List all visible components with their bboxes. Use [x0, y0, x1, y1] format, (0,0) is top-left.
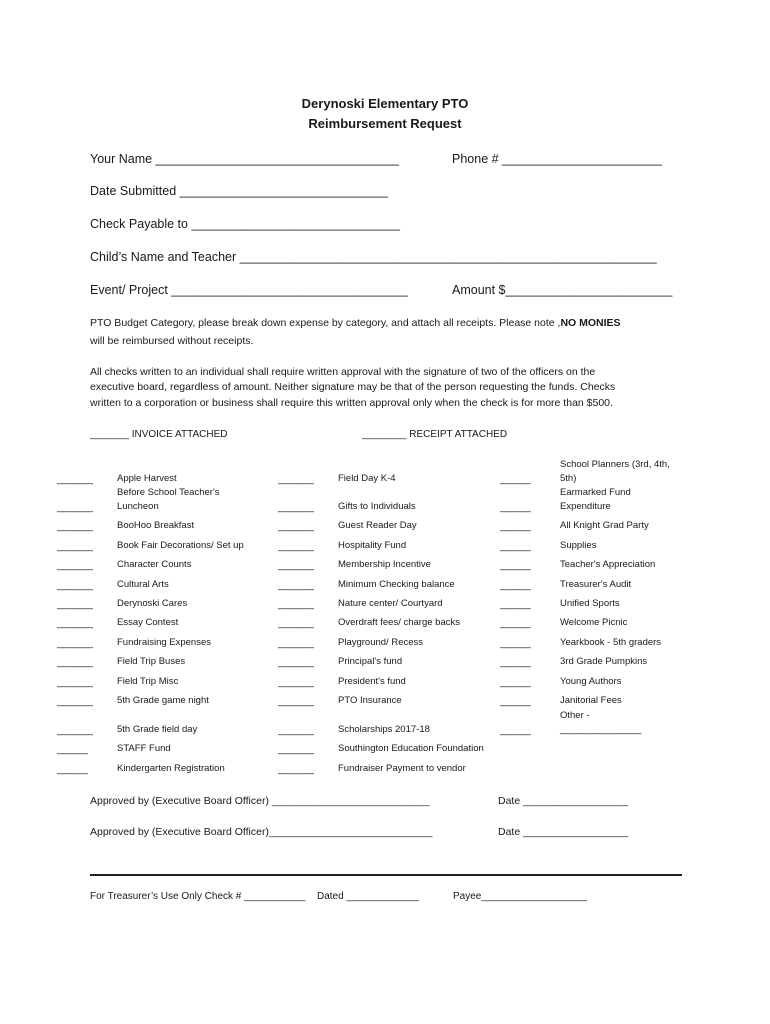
- category-label: Supplies: [560, 540, 597, 551]
- category-check-blank[interactable]: _______: [57, 502, 93, 513]
- category-check-blank[interactable]: ______: [500, 657, 531, 668]
- category-label: Luncheon: [117, 501, 159, 512]
- category-check-blank[interactable]: ______: [500, 638, 531, 649]
- category-label: All Knight Grad Party: [560, 520, 649, 531]
- category-label: Apple Harvest: [117, 473, 177, 484]
- category-check-blank[interactable]: _______: [57, 657, 93, 668]
- category-label: Before School Teacher's: [117, 487, 220, 498]
- category-label: Yearkbook - 5th graders: [560, 637, 662, 648]
- category-label: 3rd Grade Pumpkins: [560, 656, 648, 667]
- invoice-attached-field[interactable]: _______ INVOICE ATTACHED: [90, 429, 228, 440]
- category-check-blank[interactable]: _______: [278, 657, 314, 668]
- category-check-blank[interactable]: _______: [278, 725, 314, 736]
- category-label: Membership Incentive: [338, 559, 431, 570]
- category-label: STAFF Fund: [117, 743, 171, 754]
- category-label: Gifts to Individuals: [338, 501, 416, 512]
- budget-note-text: PTO Budget Category, please break down expense by category, and attach all receipts. Please note ,: [90, 317, 561, 329]
- category-label: Fundraising Expenses: [117, 637, 211, 648]
- category-check-blank[interactable]: ______: [500, 725, 531, 736]
- category-check-blank[interactable]: ______: [500, 696, 531, 707]
- category-label: Field Day K-4: [338, 473, 396, 484]
- category-label: Teacher's Appreciation: [560, 559, 656, 570]
- category-check-blank[interactable]: _______: [278, 502, 314, 513]
- category-check-blank[interactable]: _______: [278, 541, 314, 552]
- treasurer-divider: [90, 874, 682, 876]
- category-label: Book Fair Decorations/ Set up: [117, 540, 244, 551]
- category-label: Unified Sports: [560, 598, 620, 609]
- category-label: Minimum Checking balance: [338, 579, 455, 590]
- category-check-blank[interactable]: _______: [278, 764, 314, 775]
- event-project-field[interactable]: Event/ Project __________________________________: [90, 283, 408, 297]
- category-label: Cultural Arts: [117, 579, 169, 590]
- category-check-blank[interactable]: ______: [500, 618, 531, 629]
- category-label: Fundraiser Payment to vendor: [338, 763, 466, 774]
- category-label: School Planners (3rd, 4th,: [560, 459, 670, 470]
- category-check-blank[interactable]: _______: [278, 744, 314, 755]
- category-check-blank[interactable]: ______: [500, 521, 531, 532]
- category-check-blank[interactable]: _______: [57, 618, 93, 629]
- category-label: Kindergarten Registration: [117, 763, 225, 774]
- category-check-blank[interactable]: _______: [57, 560, 93, 571]
- category-check-blank[interactable]: _______: [57, 521, 93, 532]
- child-teacher-field[interactable]: Child’s Name and Teacher ____________________________________________________________: [90, 250, 657, 264]
- no-monies-text: NO MONIES: [560, 317, 621, 329]
- amount-field[interactable]: Amount $________________________: [452, 283, 673, 297]
- category-check-blank[interactable]: ______: [500, 677, 531, 688]
- category-label: Derynoski Cares: [117, 598, 188, 609]
- category-check-blank[interactable]: _______: [278, 560, 314, 571]
- category-check-blank[interactable]: _______: [278, 696, 314, 707]
- phone-field[interactable]: Phone # _______________________: [452, 152, 662, 166]
- approval-field-1[interactable]: Approved by (Executive Board Officer) ___________________________: [90, 795, 430, 807]
- other-category-field[interactable]: ________________: [560, 724, 641, 735]
- category-check-blank[interactable]: _______: [278, 580, 314, 591]
- category-label: Southington Education Foundation: [338, 743, 484, 754]
- category-label: Field Trip Buses: [117, 656, 186, 667]
- category-label: Nature center/ Courtyard: [338, 598, 443, 609]
- category-label: President's fund: [338, 676, 406, 687]
- category-label: 5th): [560, 473, 577, 484]
- category-label: Expenditure: [560, 501, 611, 512]
- treasurer-payee-field[interactable]: Payee___________________: [453, 891, 588, 902]
- approval-field-2[interactable]: Approved by (Executive Board Officer)____________________________: [90, 826, 433, 838]
- category-label: Overdraft fees/ charge backs: [338, 617, 460, 628]
- category-check-blank[interactable]: _______: [57, 541, 93, 552]
- category-label: 5th Grade field day: [117, 724, 198, 735]
- category-check-blank[interactable]: ______: [500, 560, 531, 571]
- budget-note: [90, 317, 621, 329]
- category-check-blank[interactable]: _______: [57, 599, 93, 610]
- category-label: 5th Grade game night: [117, 695, 209, 706]
- category-check-blank[interactable]: ______: [500, 474, 531, 485]
- category-label: Hospitality Fund: [338, 540, 407, 551]
- category-check-blank[interactable]: ______: [500, 541, 531, 552]
- category-label: Scholarships 2017-18: [338, 724, 430, 735]
- category-label: Principal's fund: [338, 656, 403, 667]
- category-check-blank[interactable]: _______: [278, 474, 314, 485]
- category-check-blank[interactable]: ______: [500, 580, 531, 591]
- policy-line1: All checks written to an individual shall require written approval with the signature of two of the officers on the: [90, 366, 596, 378]
- category-label: Young Authors: [560, 676, 622, 687]
- approval-date-1[interactable]: Date __________________: [498, 795, 629, 807]
- category-check-blank[interactable]: _______: [57, 580, 93, 591]
- category-check-blank[interactable]: ______: [57, 764, 88, 775]
- approval-date-2[interactable]: Date __________________: [498, 826, 629, 838]
- receipt-attached-field[interactable]: ________ RECEIPT ATTACHED: [362, 429, 508, 440]
- category-label: BooHoo Breakfast: [117, 520, 195, 531]
- category-label: Essay Contest: [117, 617, 179, 628]
- category-label: Guest Reader Day: [338, 520, 417, 531]
- category-label: Welcome Picnic: [560, 617, 628, 628]
- category-check-blank[interactable]: _______: [278, 638, 314, 649]
- treasurer-check-field[interactable]: For Treasurer’s Use Only Check # ___________: [90, 891, 306, 902]
- category-label: PTO Insurance: [338, 695, 402, 706]
- category-check-blank[interactable]: _______: [57, 696, 93, 707]
- category-check-blank[interactable]: ______: [500, 502, 531, 513]
- category-check-blank[interactable]: _______: [57, 638, 93, 649]
- treasurer-dated-field[interactable]: Dated _____________: [317, 891, 419, 902]
- category-check-blank[interactable]: ______: [57, 744, 88, 755]
- your-name-field[interactable]: Your Name ___________________________________: [90, 152, 399, 166]
- category-check-blank[interactable]: _______: [278, 677, 314, 688]
- category-check-blank[interactable]: _______: [57, 474, 93, 485]
- category-check-blank[interactable]: _______: [278, 618, 314, 629]
- category-label: Field Trip Misc: [117, 676, 179, 687]
- budget-note-line2: will be reimbursed without receipts.: [90, 335, 254, 347]
- date-submitted-field[interactable]: Date Submitted ______________________________: [90, 184, 389, 198]
- form-title: Derynoski Elementary PTO: [301, 96, 469, 111]
- category-label: Playground/ Recess: [338, 637, 424, 648]
- policy-line3: written to a corporation or business shall require this written approval only when the check is for more than $500.: [90, 397, 613, 409]
- category-check-blank[interactable]: ______: [500, 599, 531, 610]
- category-label: Treasurer's Audit: [560, 579, 632, 590]
- category-check-blank[interactable]: _______: [278, 599, 314, 610]
- category-label: Character Counts: [117, 559, 192, 570]
- category-label: Other -: [560, 710, 590, 721]
- category-label: Earmarked Fund: [560, 487, 631, 498]
- category-check-blank[interactable]: _______: [57, 725, 93, 736]
- policy-line2: executive board, regardless of amount. Neither signature may be that of the person requesting the funds. Checks: [90, 381, 616, 393]
- category-check-blank[interactable]: _______: [57, 677, 93, 688]
- category-label: Janitorial Fees: [560, 695, 622, 706]
- category-check-blank[interactable]: _______: [278, 521, 314, 532]
- form-subtitle: Reimbursement Request: [308, 116, 462, 131]
- check-payable-field[interactable]: Check Payable to ______________________________: [90, 217, 401, 231]
